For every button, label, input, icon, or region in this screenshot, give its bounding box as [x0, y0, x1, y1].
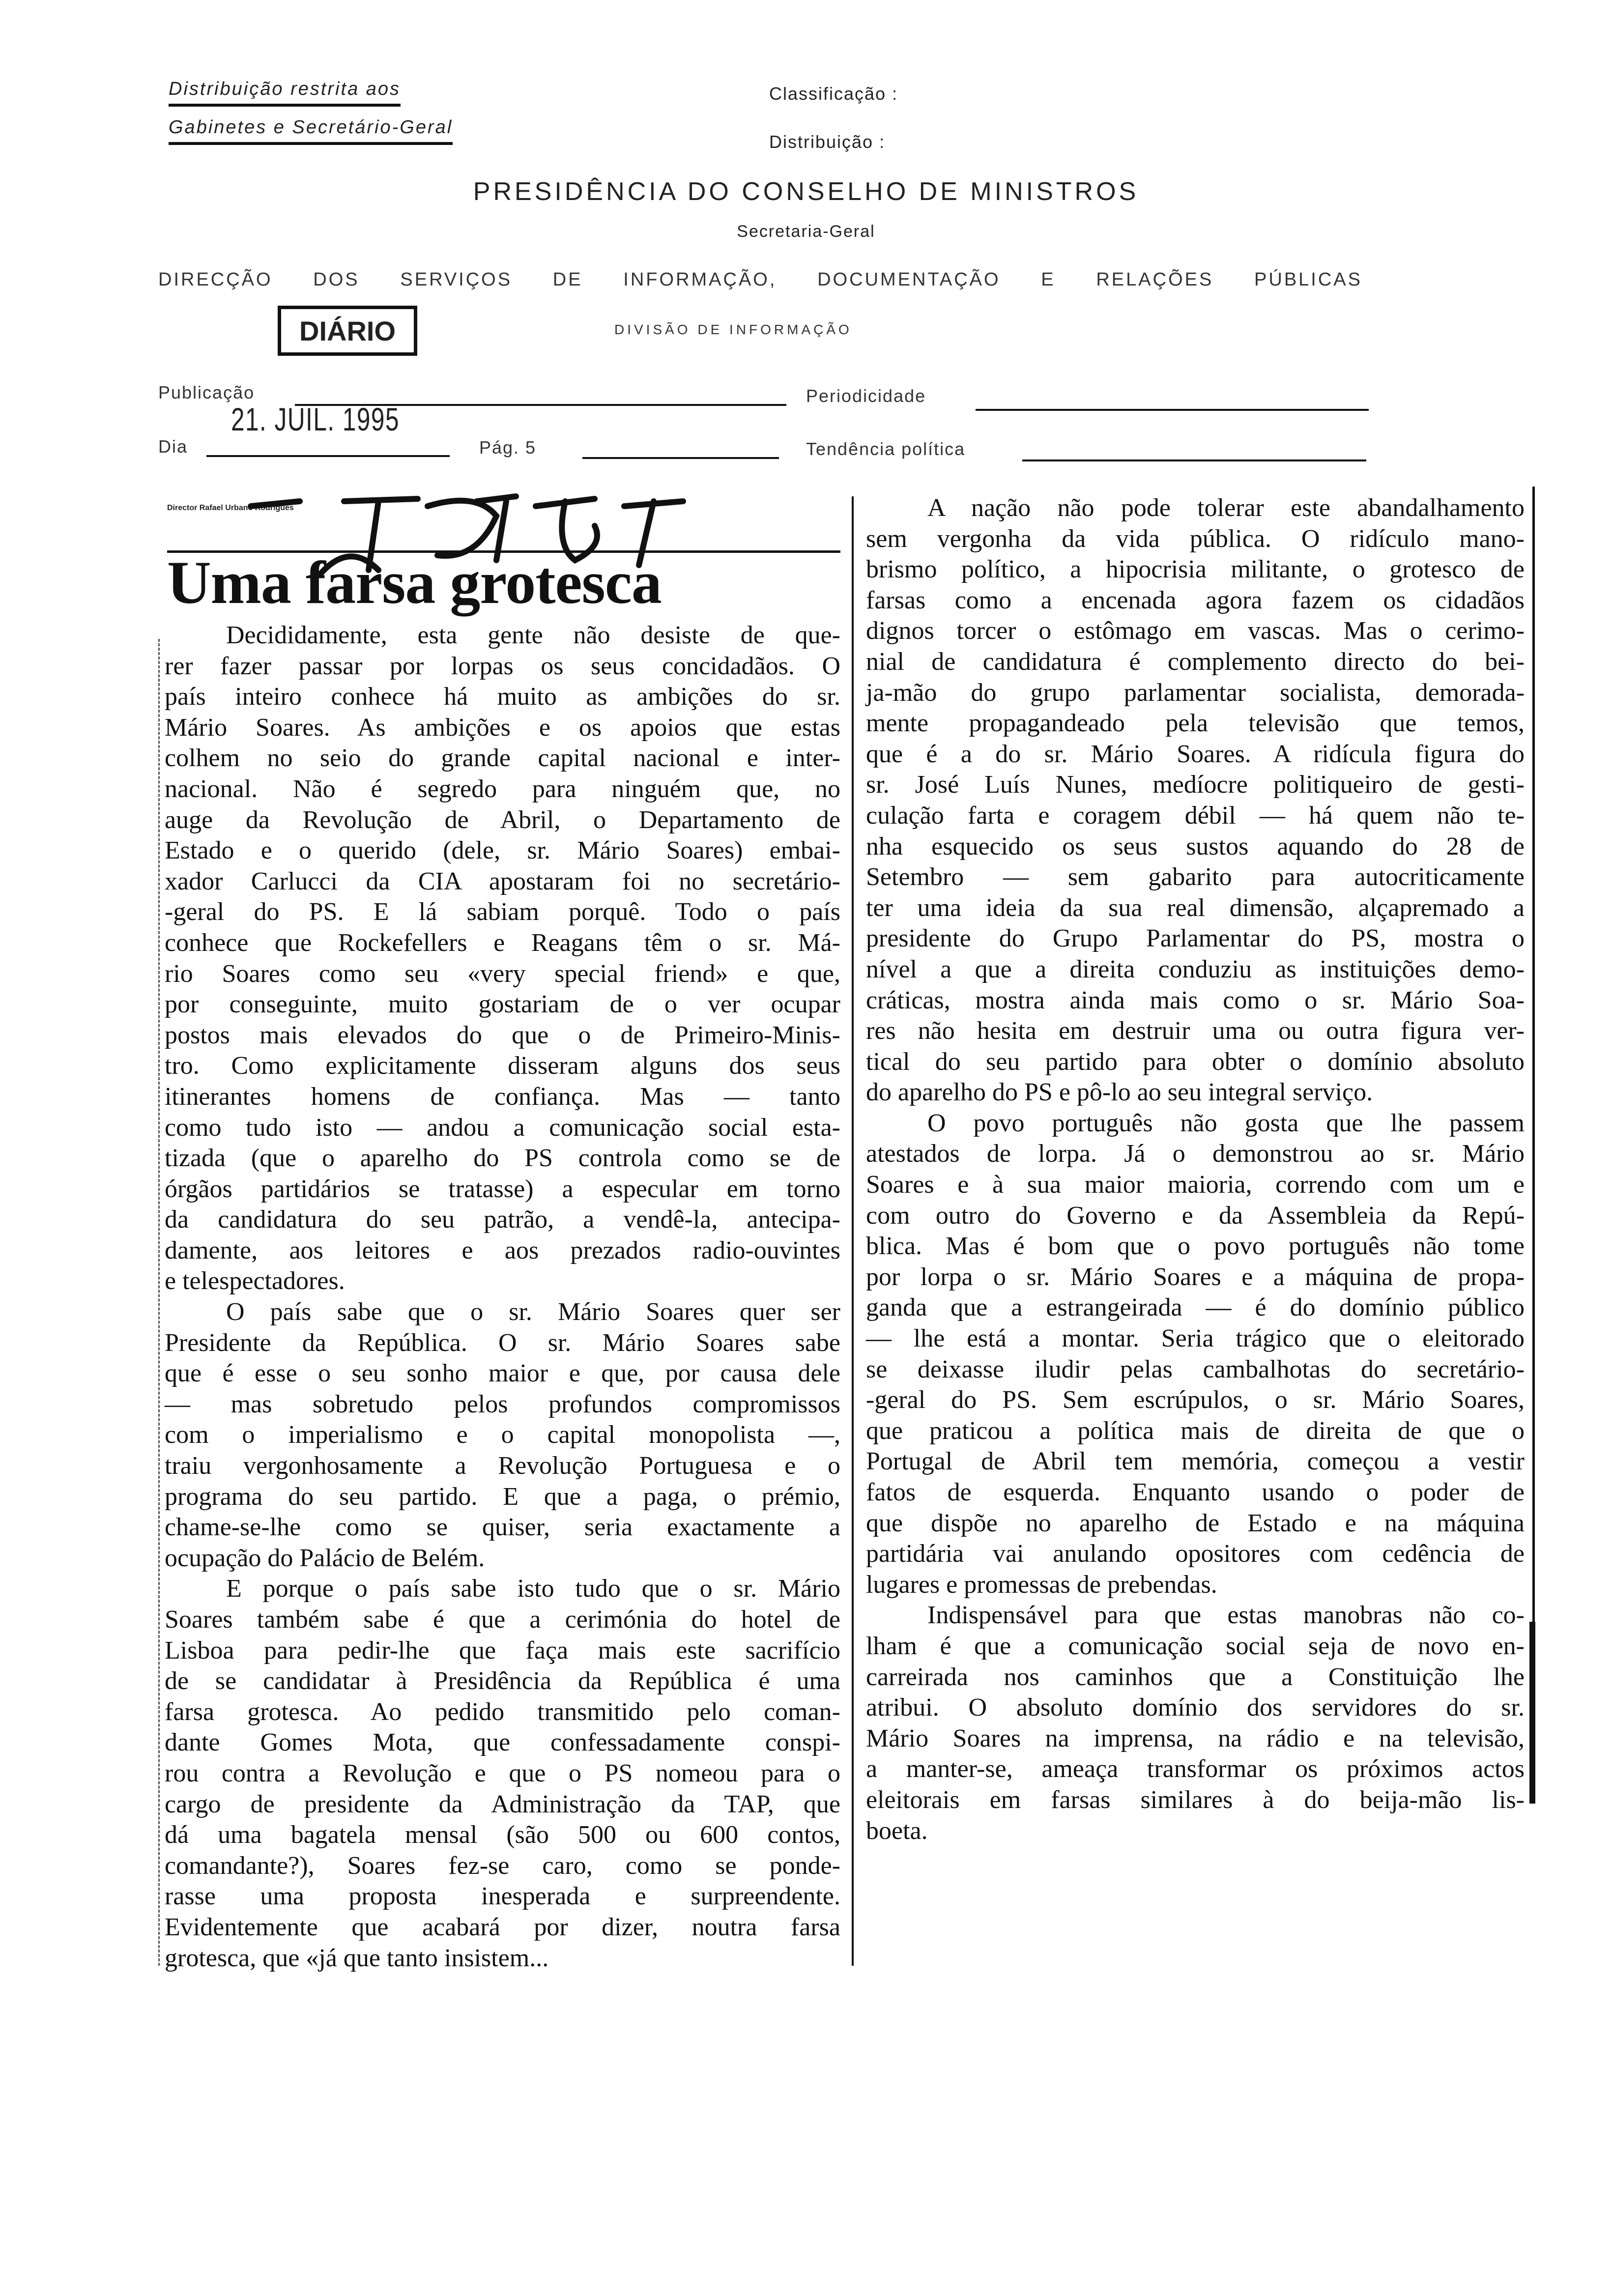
article-text-line: blica. Mas é bom que o povo português não tome — [866, 1232, 1525, 1261]
article-text-line: A nação não pode tolerar este abandalhamento — [927, 494, 1525, 522]
article-text-line: como tudo isto — andou a comunicação social esta- — [165, 1113, 840, 1142]
article-text-line: brismo político, a hipocrisia militante, o grotesco de — [866, 555, 1525, 584]
article-text-line: Mário Soares na imprensa, na rádio e na televisão, — [866, 1724, 1525, 1752]
article-text-line: postos mais elevados do que o de Primeiro-Minis- — [165, 1021, 840, 1049]
article-text-line: do aparelho do PS e pô-lo ao seu integral serviço. — [866, 1078, 1373, 1107]
article-text-line: por conseguinte, muito gostariam de o ver ocupar — [165, 990, 840, 1019]
article-text-line: nial de candidatura é complemento directo do bei- — [866, 647, 1525, 676]
date-stamp: 21. JUIL. 1995 — [231, 401, 400, 437]
article-text-line: rio Soares como seu «very special friend» e que, — [165, 959, 840, 988]
article-text-line: Soares e à sua maior maioria, correndo com um e — [866, 1171, 1525, 1199]
article-text-line: dante Gomes Mota, que confessadamente conspi- — [165, 1728, 840, 1757]
article-text-line: cráticas, mostra ainda mais como o sr. Mário Soa- — [866, 986, 1525, 1014]
article-text-line: farsas como a encenada agora fazem os cidadãos — [866, 586, 1525, 614]
clipping-left-edge — [158, 639, 160, 1966]
article-text-line: -geral do PS. Sem escrúpulos, o sr. Mário Soares, — [866, 1386, 1525, 1414]
article-title: Uma farsa grotesca — [167, 549, 662, 616]
article-text-line: por lorpa o sr. Mário Soares e a máquina de propa- — [866, 1263, 1525, 1291]
article-text-line: tro. Como explicitamente disseram alguns dos seus — [165, 1052, 840, 1080]
article-text-line: itinerantes homens de confiança. Mas — tanto — [165, 1082, 840, 1111]
day-field — [206, 455, 450, 457]
publication-label: Publicação — [158, 382, 255, 402]
article-text-line: que é a do sr. Mário Soares. A ridícula figura do — [866, 740, 1525, 768]
political-tendency-label: Tendência política — [806, 439, 966, 459]
article-text-line: Evidentemente que acabará por dizer, noutra farsa — [165, 1913, 840, 1941]
article-text-line: e telespectadores. — [165, 1267, 345, 1295]
article-text-line: xador Carlucci da CIA apostaram foi no secretário- — [165, 867, 840, 895]
distribution-note-line2: Gabinetes e Secretário-Geral — [169, 117, 453, 145]
article-text-line: Setembro — sem gabarito para autocriticamente — [866, 863, 1525, 891]
article-text-line: tical do seu partido para obter o domínio absoluto — [866, 1047, 1525, 1076]
article-text-line: dá uma bagatela mensal (são 500 ou 600 contos, — [165, 1821, 840, 1849]
article-text-line: se deixasse iludir pelas cambalhotas do secretário- — [866, 1355, 1525, 1383]
distribution-label: Distribuição : — [769, 132, 886, 152]
article-text-line: ja-mão do grupo parlamentar socialista, demorada- — [866, 678, 1525, 707]
classification-label: Classificação : — [769, 84, 898, 104]
page-field — [582, 457, 779, 459]
day-label: Dia — [158, 436, 188, 457]
article-text-line: -geral do PS. E lá sabiam porquê. Todo o país — [165, 898, 840, 926]
directorate-title: DIRECÇÃO DOS SERVIÇOS DE INFORMAÇÃO, DOCUMENTAÇÃO E RELAÇÕES PÚBLICAS — [158, 269, 1362, 290]
article-text-line: Mário Soares. As ambições e os apoios que estas — [165, 713, 840, 742]
article-text-line: que praticou a política mais de direita de que o — [866, 1416, 1525, 1445]
article-text-line: de se candidatar à Presidência da República é uma — [165, 1667, 840, 1695]
article-text-line: — mas sobretudo pelos profundos compromissos — [165, 1390, 840, 1418]
article-text-line: dignos torcer o estômago em vascas. Mas o cerimo- — [866, 617, 1525, 645]
secretariat-title: Secretaria-Geral — [737, 222, 875, 241]
clipping-right-border-thick — [1529, 1622, 1535, 1804]
article-text-line: rasse uma proposta inesperada e surpreendente. — [165, 1882, 840, 1911]
article-text-line: Decididamente, esta gente não desiste de que- — [226, 621, 840, 649]
article-text-line: nha esquecido os seus sustos aquando do 28 de — [866, 832, 1525, 861]
article-text-line: auge da Revolução de Abril, o Departamento de — [165, 805, 840, 834]
article-text-line: farsa grotesca. Ao pedido transmitido pelo coman- — [165, 1697, 840, 1726]
masthead-text: Director Rafael Urbano Rodrigues — [167, 504, 294, 512]
division-label: DIVISÃO DE INFORMAÇÃO — [614, 322, 852, 337]
article-text-line: ocupação do Palácio de Belém. — [165, 1544, 485, 1572]
article-text-line: O povo português não gosta que lhe passem — [927, 1109, 1525, 1137]
page-label: Pág. 5 — [479, 437, 537, 458]
article-text-line: Soares também sabe é que a cerimónia do hotel de — [165, 1606, 840, 1634]
diario-stamp: DIÁRIO — [278, 306, 417, 356]
article-text-line: atribui. O absoluto domínio dos servidores do sr. — [866, 1693, 1525, 1722]
article-text-line: presidente do Grupo Parlamentar do PS, mostra o — [866, 924, 1525, 953]
periodicity-label: Periodicidade — [806, 386, 926, 406]
article-text-line: que dispõe no aparelho de Estado e na máquina — [866, 1509, 1525, 1537]
article-text-line: que é esse o seu sonho maior e que, por causa dele — [165, 1359, 840, 1388]
article-text-line: programa do seu partido. E que a paga, o prémio, — [165, 1482, 840, 1511]
article-text-line: sem vergonha da vida pública. O ridículo mano- — [866, 524, 1525, 553]
article-text-line: mente propagandeado pela televisão que temos, — [866, 709, 1525, 738]
distribution-note-line1: Distribuição restrita aos — [169, 79, 401, 107]
column-divider — [852, 496, 854, 1966]
article-text-line: ganda que a estrangeirada — é do domínio público — [866, 1293, 1525, 1322]
article-text-line: boeta. — [866, 1816, 928, 1845]
article-text-line: O país sabe que o sr. Mário Soares quer ser — [226, 1298, 840, 1326]
article-text-line: chame-se-lhe como se quiser, seria exactamente a — [165, 1513, 840, 1542]
article-text-line: lugares e promessas de prebendas. — [866, 1570, 1217, 1599]
article-text-line: Indispensável para que estas manobras não co- — [927, 1601, 1525, 1630]
article-text-line: a manter-se, ameaça transformar os próximos actos — [866, 1755, 1525, 1783]
article-text-line: sr. José Luís Nunes, medíocre politiqueiro de gesti- — [866, 771, 1525, 799]
article-text-line: comandante?), Soares fez-se caro, como se ponde- — [165, 1851, 840, 1880]
article-text-line: conhece que Rockefellers e Reagans têm o sr. Má- — [165, 928, 840, 957]
article-right-column — [866, 493, 1525, 1846]
article-text-line: Lisboa para pedir-lhe que faça mais este sacrifício — [165, 1636, 840, 1665]
article-left-column — [165, 620, 840, 1974]
article-text-line: culação farta e coragem débil — há quem não te- — [866, 801, 1525, 830]
article-text-line: país inteiro conhece há muito as ambições do sr. — [165, 683, 840, 711]
article-text-line: colhem no seio do grande capital nacional e inter- — [165, 744, 840, 773]
article-text-line: ter uma ideia da sua real dimensão, alçapremado a — [866, 893, 1525, 922]
article-text-line: damente, aos leitores e aos prezados radio-ouvintes — [165, 1236, 840, 1264]
article-text-line: cargo de presidente da Administração da TAP, que — [165, 1790, 840, 1818]
article-text-line: res não hesita em destruir uma ou outra figura ver- — [866, 1017, 1525, 1045]
article-text-line: rou contra a Revolução e que o PS nomeou para o — [165, 1759, 840, 1787]
article-text-line: Estado e o querido (dele, sr. Mário Soares) embai- — [165, 836, 840, 865]
article-text-line: atestados de lorpa. Já o demonstrou ao sr. Mário — [866, 1140, 1525, 1168]
article-text-line: da candidatura do seu patrão, a vendê-la, antecipa- — [165, 1205, 840, 1234]
article-text-line: lham é que a comunicação social seja de novo en- — [866, 1632, 1525, 1660]
article-text-line: tizada (que o aparelho do PS controla como se de — [165, 1144, 840, 1173]
article-text-line: — lhe está a montar. Seria trágico que o eleitorado — [866, 1324, 1525, 1353]
article-text-line: com o imperialismo e o capital monopolista —, — [165, 1421, 840, 1449]
article-text-line: nível a que a direita conduziu as instituições demo- — [866, 955, 1525, 983]
article-text-line: rer fazer passar por lorpas os seus concidadãos. O — [165, 652, 840, 680]
article-text-line: nacional. Não é segredo para ninguém que, no — [165, 775, 840, 803]
article-text-line: traiu vergonhosamente a Revolução Portuguesa e o — [165, 1452, 840, 1480]
article-text-line: partidária vai anulando opositores com cedência de — [866, 1540, 1525, 1568]
periodicity-field — [976, 409, 1369, 411]
article-text-line: fatos de esquerda. Enquanto usando o poder de — [866, 1478, 1525, 1506]
article-text-line: Portugal de Abril tem memória, começou a vestir — [866, 1447, 1525, 1476]
article-text-line: E porque o país sabe isto tudo que o sr. Mário — [226, 1575, 840, 1603]
institution-title: PRESIDÊNCIA DO CONSELHO DE MINISTROS — [473, 177, 1139, 206]
article-text-line: carreirada nos caminhos que a Constituição lhe — [866, 1663, 1525, 1691]
article-text-line: órgãos partidários se tratasse) a especular em torno — [165, 1175, 840, 1203]
article-text-line: grotesca, que «já que tanto insistem... — [165, 1944, 549, 1972]
clipping-right-border — [1532, 487, 1535, 1804]
article-text-line: eleitorais em farsas similares à do beija-mão lis- — [866, 1785, 1525, 1814]
article-text-line: Presidente da República. O sr. Mário Soares sabe — [165, 1328, 840, 1357]
article-text-line: com outro do Governo e da Assembleia da Repú- — [866, 1201, 1525, 1230]
political-tendency-field — [1022, 459, 1366, 461]
